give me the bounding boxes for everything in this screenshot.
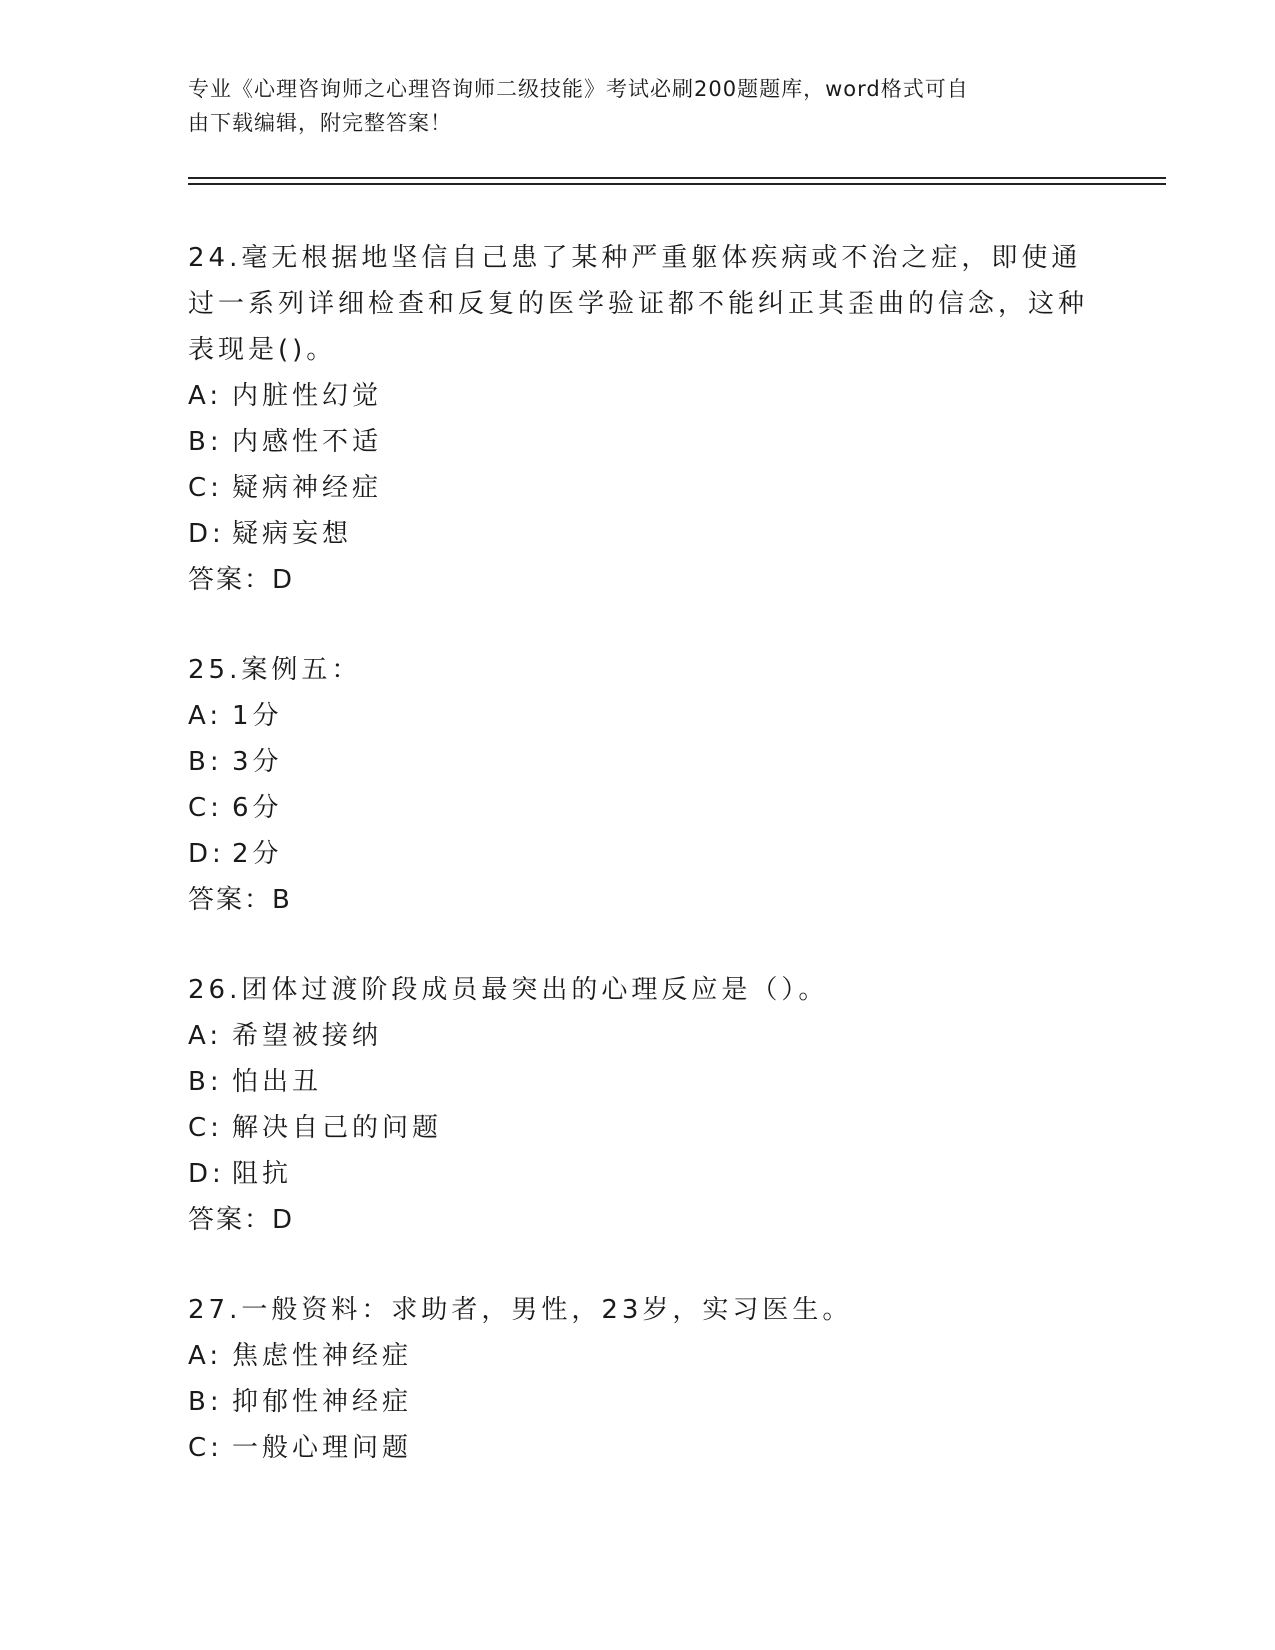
option-text: 1分 [232,701,283,731]
option-letter: B: [188,1067,223,1097]
option-letter: A: [188,1341,223,1371]
option-text: 6分 [232,793,283,823]
option-text: 阻抗 [232,1159,293,1189]
question-stem: 25.案例五： [188,655,362,685]
option-c [188,785,1088,831]
option-letter: B: [188,427,223,457]
answer-line: 答案：B [188,885,292,915]
option-letter: C: [188,1113,223,1143]
option-letter: C: [188,473,223,503]
option-c [188,1105,1088,1151]
option-c [188,1425,1088,1471]
question-25 [188,647,1088,923]
option-letter: C: [188,1433,223,1463]
option-text: 3分 [232,747,283,777]
option-text: 抑郁性神经症 [232,1387,413,1417]
option-letter: A: [188,381,223,411]
question-26 [188,967,1088,1243]
option-letter: B: [188,1387,223,1417]
option-letter: D: [188,839,225,869]
option-b [188,739,1088,785]
option-text: 疑病神经症 [232,473,383,503]
option-d [188,1151,1088,1197]
option-a [188,373,1088,419]
option-b [188,419,1088,465]
option-text: 内脏性幻觉 [232,381,383,411]
question-24 [188,235,1088,603]
header-line-1: 专业《心理咨询师之心理咨询师二级技能》考试必刷200题题库，word格式可自 [188,77,969,101]
option-letter: D: [188,519,225,549]
option-text: 疑病妄想 [232,519,353,549]
option-text: 解决自己的问题 [232,1113,443,1143]
option-d [188,831,1088,877]
option-text: 内感性不适 [232,427,383,457]
option-letter: D: [188,1159,225,1189]
option-text: 希望被接纳 [232,1021,383,1051]
option-text: 焦虑性神经症 [232,1341,413,1371]
header-line-2: 由下载编辑，附完整答案！ [188,111,452,135]
option-letter: A: [188,1021,223,1051]
header-divider-top [188,177,1166,179]
question-stem: 27.一般资料：求助者，男性，23岁，实习医生。 [188,1295,853,1325]
question-stem: 24.毫无根据地坚信自己患了某种严重躯体疾病或不治之症，即使通过一系列详细检查和反复的医学验证都不能纠正其歪曲的信念，这种表现是()。 [188,243,1089,365]
option-letter: C: [188,793,223,823]
question-list [188,235,1088,1515]
question-27 [188,1287,1088,1471]
option-text: 怕出丑 [232,1067,323,1097]
document-header [188,72,1088,140]
option-c [188,465,1088,511]
option-text: 2分 [232,839,283,869]
option-a [188,1333,1088,1379]
header-divider-bottom [188,183,1166,185]
question-stem: 26.团体过渡阶段成员最突出的心理反应是（）。 [188,975,829,1005]
answer-line: 答案：D [188,565,295,595]
option-b [188,1379,1088,1425]
answer-line: 答案：D [188,1205,295,1235]
option-b [188,1059,1088,1105]
option-d [188,511,1088,557]
option-letter: B: [188,747,223,777]
option-letter: A: [188,701,223,731]
option-text: 一般心理问题 [232,1433,413,1463]
option-a [188,1013,1088,1059]
option-a [188,693,1088,739]
